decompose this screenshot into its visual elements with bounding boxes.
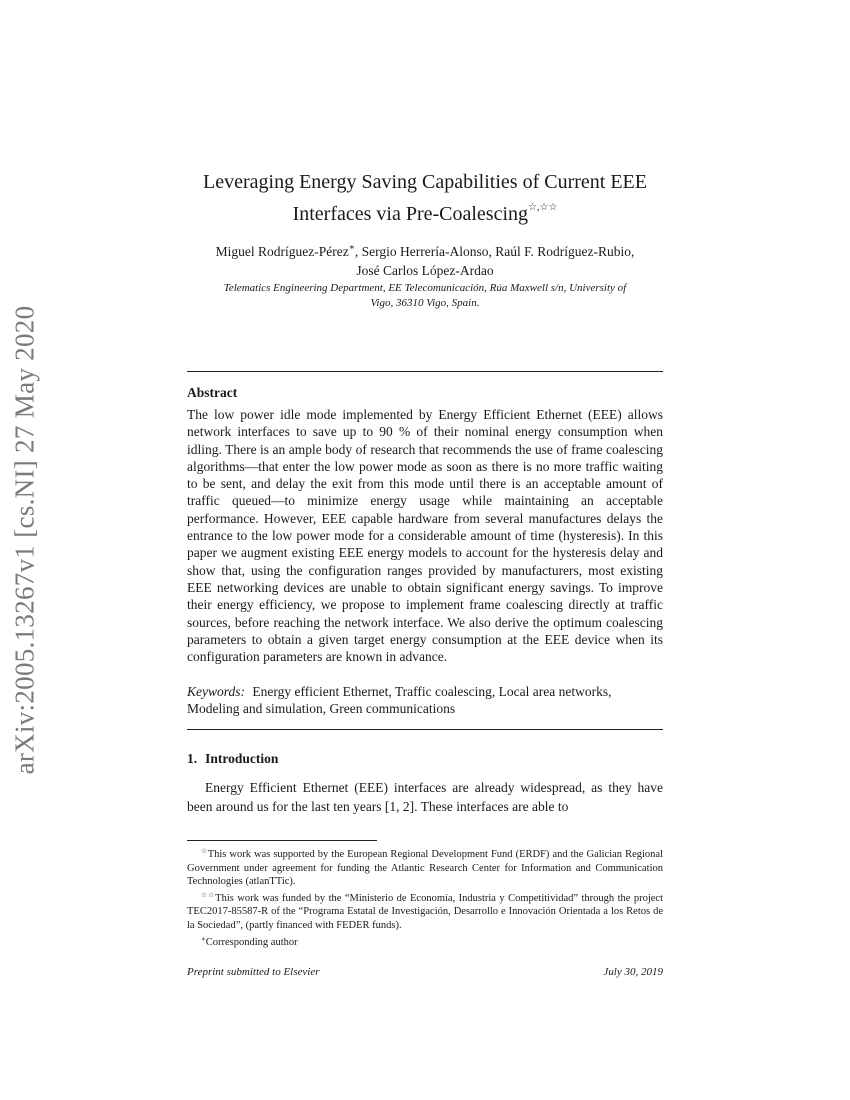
title-footnote-marks: ☆,☆☆ xyxy=(528,202,558,213)
section-title: Introduction xyxy=(205,751,279,766)
title-line-1: Leveraging Energy Saving Capabilities of Current EEE xyxy=(203,171,647,193)
footnote-1-mark: ☆ xyxy=(201,847,208,855)
arxiv-identifier-text: arXiv:2005.13267v1 [cs.NI] 27 May 2020 xyxy=(9,305,40,775)
title-line-2-text: Interfaces via Pre-Coalescing xyxy=(292,203,529,225)
footnote-1 xyxy=(187,845,663,889)
footnote-3-text: Corresponding author xyxy=(205,936,298,948)
footer-date: July 30, 2019 xyxy=(603,966,663,978)
footnote-1-text: This work was supported by the European Regional Development Fund (ERDF) and the Galician Regional Government under agreement for funding the Atlantic Research Center for Information and Communication Technologies (atlanTTic). xyxy=(187,849,664,888)
abstract-top-rule xyxy=(187,371,663,372)
footnote-2 xyxy=(187,889,663,933)
affiliation xyxy=(187,281,663,311)
section-heading xyxy=(187,751,663,767)
footnote-3 xyxy=(187,933,663,950)
paper-title xyxy=(187,170,663,227)
affiliation-line-2: Vigo, 36310 Vigo, Spain. xyxy=(370,297,480,309)
keywords xyxy=(187,683,663,718)
footnote-3-mark: ∗ xyxy=(201,934,206,943)
authors-rest: , Sergio Herrería-Alonso, Raúl F. Rodríguez-Rubio, xyxy=(354,244,635,259)
author-first: Miguel Rodríguez-Pérez xyxy=(215,244,349,259)
authors-line-1 xyxy=(187,238,663,261)
introduction-paragraph: Energy Efficient Ethernet (EEE) interfaces are already widespread, as they have been around us for the last ten years [1, 2]. These interfaces are able to xyxy=(187,780,663,814)
authors-line-2: José Carlos López-Ardao xyxy=(356,263,494,278)
abstract-body: The low power idle mode implemented by Energy Efficient Ethernet (EEE) allows network interfaces to save up to 90 % of their nominal energy consumption when idling. There is an ample body of research that recommends the use of frame coalescing algorithms—that enter the low power mode as soon as there is no more traffic waiting to be sent, and delay the exit from this mode until there is an acceptable amount of traffic queued—to minimize energy usage while maintaining an acceptable performance. However, EEE capable hardware from several manufactures delays the entrance to the low power mode for a considerable amount of time (hysteresis). In this paper we augment existing EEE energy models to account for the hysteresis delay and show that, using the configuration ranges provided by manufacturers, most existing EEE networking devices are unable to obtain significant energy savings. To improve their energy efficiency, we propose to implement frame coalescing directly at traffic sources, before reaching the network interface. We also derive the optimum coalescing parameters to obtain a given target energy consumption at the EEE device when its configuration parameters are known in advance. xyxy=(187,407,663,665)
arxiv-identifier-stamp xyxy=(0,290,50,790)
affiliation-line-1: Telematics Engineering Department, EE Telecomunicación, Rúa Maxwell s/n, University of xyxy=(223,282,627,294)
title-line-2 xyxy=(187,195,663,227)
abstract-heading: Abstract xyxy=(187,385,238,400)
footer-preprint-note: Preprint submitted to Elsevier xyxy=(187,966,320,978)
footnote-2-text: This work was funded by the “Ministerio de Economía, Industria y Competitividad” through the project TEC2017-85587-R of the “Programa Estatal de Investigación, Desarrollo e Innovación Orientada a los Retos de la Sociedad”, (partly financed with FEDER funds). xyxy=(187,892,663,931)
corresponding-author-mark: ∗ xyxy=(348,242,355,252)
keywords-label: Keywords: xyxy=(187,684,245,699)
abstract-bottom-rule xyxy=(187,729,663,730)
keywords-text: Energy efficient Ethernet, Traffic coalescing, Local area networks, Modeling and simulation, Green communications xyxy=(187,684,612,717)
section-number: 1. xyxy=(187,751,198,766)
author-list xyxy=(187,238,663,280)
footnote-2-mark: ☆☆ xyxy=(201,890,216,899)
footnote-rule xyxy=(187,840,377,841)
footnotes xyxy=(187,845,663,949)
